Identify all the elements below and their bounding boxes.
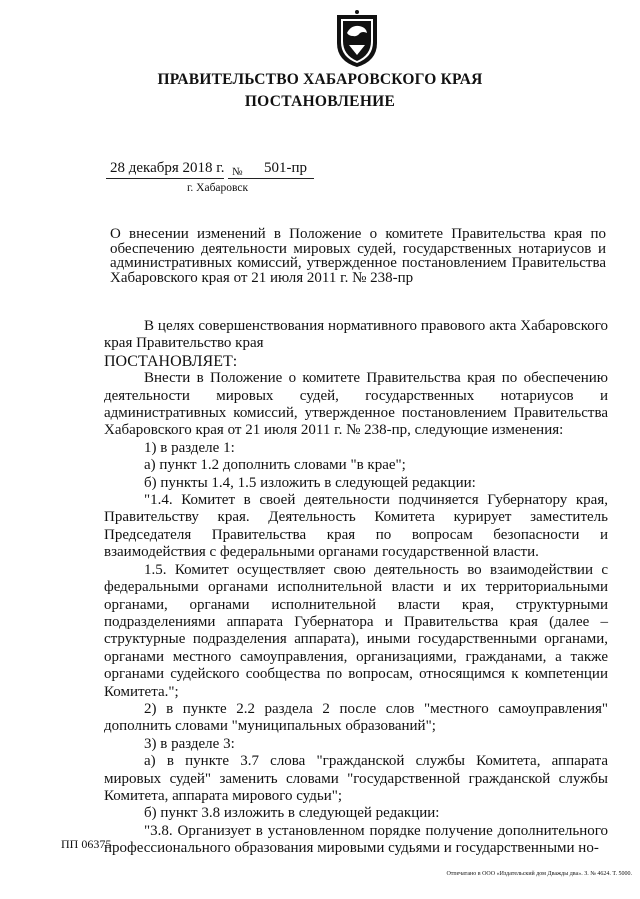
printer-imprint: Отпечатано в ООО «Издательский дом Дважды два». З. № 4624. Т. 5000. (446, 871, 632, 877)
date-underline (106, 178, 224, 179)
government-title: ПРАВИТЕЛЬСТВО ХАБАРОВСКОГО КРАЯ (157, 71, 483, 88)
document-date: 28 декабря 2018 г. (110, 160, 225, 176)
paragraph: 1) в разделе 1: (144, 439, 235, 456)
paragraph: "3.8. Организует в установленном порядке получение дополнительного профессионального образования мировыми судьями и государственными но- (104, 822, 608, 857)
document-number: 501-пр (264, 160, 308, 176)
number-sign: № (232, 166, 243, 178)
paragraph: б) пункты 1.4, 1.5 изложить в следующей редакции: (144, 474, 476, 491)
paragraph: 1.5. Комитет осуществляет свою деятельность во взаимодействии с федеральными органами исполнительной власти и их территориальными органами, органами исполнительной власти края, структурными подразделениями аппарата Губернатора и Правительства края (далее – структурные подразделения аппарата), иными государственными органами, органами местного самоуправления, организациями, гражданами, а также органами судейского сообщества по вопросам, относящимся к компетенции Комитета."; (104, 561, 608, 700)
coat-of-arms-icon (333, 9, 381, 69)
number-underline (228, 178, 314, 179)
paragraph: а) в пункте 3.7 слова "гражданской службы Комитета, аппарата мировых судей" заменить словами "государственной гражданской службы Комитета, аппарата мирового судьи"; (104, 753, 608, 804)
paragraph: 3) в разделе 3: (144, 735, 235, 752)
preamble: В целях совершенствования нормативного правового акта Хабаровского края Правительство края (104, 318, 608, 352)
document-subject: О внесении изменений в Положение о комитете Правительства края по обеспечению деятельности мировых судей, государственных нотариусов и административных комиссий, утвержденное постановлением Правительства Хабаровского края от 21 июля 2011 г. № 238-пр (110, 226, 606, 286)
paragraph: "1.4. Комитет в своей деятельности подчиняется Губернатору края, Правительству края. Деятельность Комитета курирует заместитель Председателя Правительства края по вопросам безопасности и взаимодействия с федеральными органами государственной власти. (104, 492, 608, 561)
paragraph: б) пункт 3.8 изложить в следующей редакции: (144, 805, 440, 822)
paragraph: Внести в Положение о комитете Правительства края по обеспечению деятельности мировых судей, государственных нотариусов и административных комиссий, утвержденное постановлением Правительства Хабаровского края от 21 июля 2011 г. № 238-пр, следующие изменения: (104, 370, 608, 439)
document-body (104, 318, 608, 858)
document-city: г. Хабаровск (187, 182, 249, 194)
document-type: ПОСТАНОВЛЕНИЕ (244, 93, 396, 110)
footer-code: ПП 06375 (61, 837, 112, 851)
paragraph: а) пункт 1.2 дополнить словами "в крае"; (144, 457, 406, 474)
resolves-heading: ПОСТАНОВЛЯЕТ: (104, 352, 238, 370)
paragraph: 2) в пункте 2.2 раздела 2 после слов "местного самоуправления" дополнить словами "муниципальных образований"; (104, 700, 608, 735)
